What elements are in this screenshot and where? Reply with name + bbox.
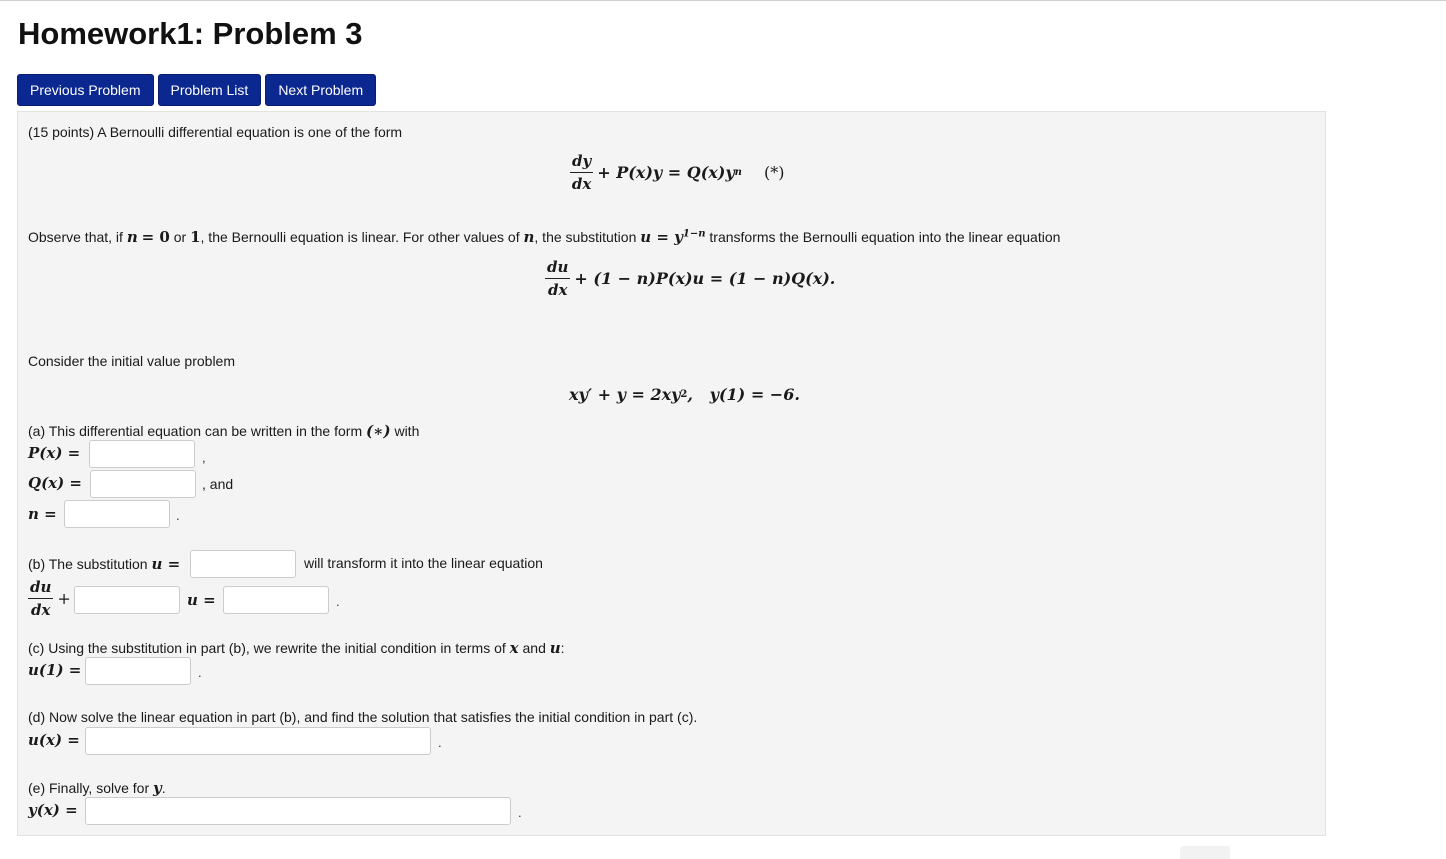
- star-reference: (∗): [366, 422, 391, 440]
- period: .: [438, 735, 442, 750]
- du-dx-fraction: [28, 578, 53, 619]
- period: .: [336, 594, 340, 609]
- observe-text-4: transforms the Bernoulli equation into the linear equation: [709, 229, 1061, 245]
- u-equals-label: [187, 591, 216, 609]
- observe-text-3: , the substitution: [534, 229, 637, 245]
- part-e-text: [28, 779, 166, 797]
- previous-problem-button[interactable]: Previous Problem: [17, 74, 154, 106]
- problem-navigation: [17, 74, 376, 106]
- observe-sentence: [28, 228, 1060, 246]
- part-a-text: [28, 422, 419, 440]
- p-of-x-label: [28, 444, 80, 462]
- fraction-denominator: dx: [571, 175, 592, 193]
- with-text: with: [394, 423, 420, 439]
- part-b-text: [28, 555, 180, 573]
- n-label-text: n =: [28, 505, 57, 523]
- part-a-sentence: (a) This differential equation can be written in the form: [28, 423, 363, 439]
- fraction-denominator: dx: [547, 281, 568, 299]
- exponent: n: [734, 167, 742, 178]
- u-of-1-text: u(1) =: [28, 661, 82, 679]
- and-text: , and: [202, 476, 234, 492]
- part-c-sentence: (c) Using the substitution in part (b), we rewrite the initial condition in terms of: [28, 640, 506, 656]
- and-text: and: [522, 640, 546, 656]
- observe-text-2: , the Bernoulli equation is linear. For other values of: [200, 229, 520, 245]
- period: .: [198, 665, 202, 680]
- substitution-input[interactable]: [190, 550, 296, 578]
- coefficient-input[interactable]: [74, 586, 180, 614]
- u-equals: u =: [151, 555, 181, 573]
- n-label: [28, 505, 57, 523]
- corner-widget: [1180, 846, 1230, 859]
- next-problem-button[interactable]: Next Problem: [265, 74, 376, 106]
- y-of-x-label: [28, 801, 78, 819]
- linear-equation: [545, 258, 835, 299]
- part-c-text: [28, 639, 565, 657]
- p-of-x-input[interactable]: [89, 440, 195, 468]
- part-b-after: will transform it into the linear equation: [304, 555, 543, 571]
- q-label-text: Q(x) =: [28, 474, 82, 492]
- one-symbol: 1: [190, 228, 201, 246]
- n-input[interactable]: [64, 500, 170, 528]
- u-of-1-label: [28, 661, 81, 679]
- equation-rest: + (1 − n)P(x)u = (1 − n)Q(x).: [574, 269, 836, 288]
- equals-zero: = 0: [141, 228, 170, 246]
- p-label-text: P(x) =: [28, 444, 81, 462]
- observe-text-1: Observe that, if: [28, 229, 123, 245]
- ivp-exponent: 2: [680, 389, 688, 400]
- u-symbol: u: [549, 639, 561, 657]
- equation-rest: + P(x)y = Q(x)y: [597, 163, 735, 182]
- substitution-expression: u = y: [640, 228, 683, 246]
- period: .: [176, 508, 180, 523]
- part-b-sentence: (b) The substitution: [28, 556, 148, 572]
- consider-text: Consider the initial value problem: [28, 353, 235, 369]
- or-text: or: [173, 229, 187, 245]
- problem-list-button[interactable]: Problem List: [158, 74, 262, 106]
- x-symbol: x: [509, 639, 519, 657]
- initial-value-problem: [569, 385, 800, 404]
- u-of-1-input[interactable]: [85, 657, 191, 685]
- u-of-x-text: u(x) =: [28, 731, 80, 749]
- ivp-left: xy′ + y = 2xy: [569, 385, 681, 404]
- y-symbol: y: [153, 779, 162, 797]
- dy-dx-fraction: [570, 152, 593, 193]
- fraction-numerator: dy: [570, 152, 593, 173]
- u-of-x-input[interactable]: [85, 727, 431, 755]
- part-b-equation: [28, 578, 71, 619]
- problem-body: [17, 111, 1326, 836]
- page-title: Homework1: Problem 3: [18, 16, 363, 51]
- n-symbol-2: n: [523, 228, 535, 246]
- equation-tag: (*): [763, 163, 785, 182]
- u-equals-text: u =: [187, 591, 216, 609]
- bernoulli-equation: [570, 152, 784, 193]
- comma: ,: [202, 450, 206, 465]
- part-d-text: (d) Now solve the linear equation in part (b), and find the solution that satisfies the initial condition in part (c).: [28, 709, 698, 725]
- substitution-exponent: 1−n: [682, 228, 706, 240]
- y-of-x-input[interactable]: [85, 797, 511, 825]
- dot: .: [161, 780, 166, 796]
- plus-sign: +: [57, 589, 71, 608]
- ivp-right: , y(1) = −6.: [687, 385, 800, 404]
- fraction-numerator: du: [28, 578, 53, 599]
- problem-intro: (15 points) A Bernoulli differential equation is one of the form: [28, 124, 403, 140]
- q-of-x-input[interactable]: [90, 470, 196, 498]
- q-of-x-label: [28, 474, 82, 492]
- u-of-x-label: [28, 731, 80, 749]
- n-symbol: n: [126, 228, 138, 246]
- colon: :: [560, 640, 565, 656]
- y-of-x-text: y(x) =: [28, 801, 78, 819]
- part-e-sentence: (e) Finally, solve for: [28, 780, 150, 796]
- du-dx-fraction: [545, 258, 570, 299]
- fraction-denominator: dx: [30, 601, 51, 619]
- rhs-input[interactable]: [223, 586, 329, 614]
- fraction-numerator: du: [545, 258, 570, 279]
- period: .: [518, 805, 522, 820]
- top-divider: [0, 0, 1446, 1]
